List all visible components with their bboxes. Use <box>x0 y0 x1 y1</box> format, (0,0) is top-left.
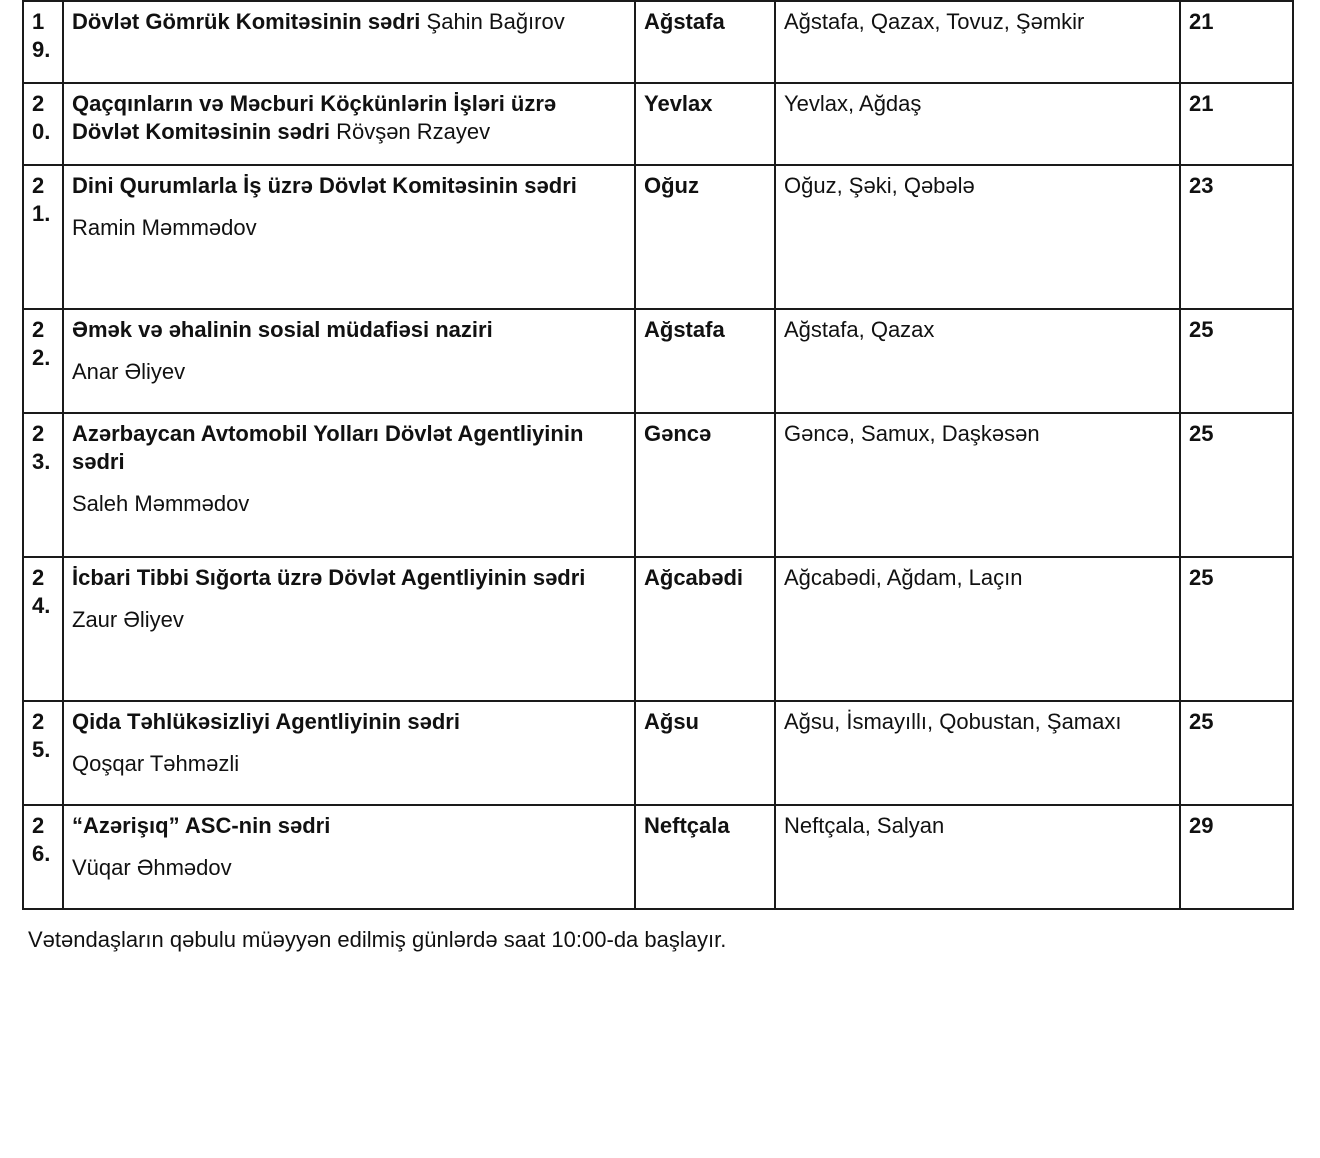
row-number: 19. <box>23 1 63 83</box>
row-number: 26. <box>23 805 63 909</box>
regions-cell: Ağstafa, Qazax, Tovuz, Şəmkir <box>775 1 1180 83</box>
regions-cell: Ağstafa, Qazax <box>775 309 1180 413</box>
city-cell: Gəncə <box>635 413 775 557</box>
position-title: Əmək və əhalinin sosial müdafiəsi naziri <box>72 317 493 342</box>
table-row <box>23 83 1293 165</box>
person-name: Anar Əliyev <box>72 359 186 385</box>
footnote-text: Vətəndaşların qəbulu müəyyən edilmiş günlərdə saat 10:00-da başlayır. <box>28 927 727 952</box>
regions-cell: Yevlax, Ağdaş <box>775 83 1180 165</box>
position-title: “Azərişıq” ASC-nin sədri <box>72 813 331 838</box>
person-name: Şahin Bağırov <box>426 9 565 34</box>
person-name: Ramin Məmmədov <box>72 215 257 241</box>
table-body <box>23 1 1293 909</box>
regions-cell: Gəncə, Samux, Daşkəsən <box>775 413 1180 557</box>
position-cell <box>63 413 635 557</box>
row-number: 23. <box>23 413 63 557</box>
position-title: İcbari Tibbi Sığorta üzrə Dövlət Agentliyinin sədri <box>72 565 586 590</box>
regions-cell: Ağcabədi, Ağdam, Laçın <box>775 557 1180 701</box>
day-cell: 25 <box>1180 309 1293 413</box>
city-cell: Neftçala <box>635 805 775 909</box>
person-name: Zaur Əliyev <box>72 607 184 633</box>
day-cell: 25 <box>1180 701 1293 805</box>
position-cell <box>63 805 635 909</box>
day-cell: 23 <box>1180 165 1293 309</box>
day-cell: 25 <box>1180 557 1293 701</box>
position-cell <box>63 701 635 805</box>
position-cell <box>63 165 635 309</box>
row-number: 22. <box>23 309 63 413</box>
day-cell: 21 <box>1180 1 1293 83</box>
day-cell: 25 <box>1180 413 1293 557</box>
table-row <box>23 1 1293 83</box>
position-cell <box>63 309 635 413</box>
table-row <box>23 165 1293 309</box>
table-row <box>23 701 1293 805</box>
row-number: 24. <box>23 557 63 701</box>
city-cell: Ağstafa <box>635 1 775 83</box>
position-title: Qaçqınların və Məcburi Köçkünlərin İşləri üzrə Dövlət Komitəsinin sədri <box>72 91 557 145</box>
position-title: Azərbaycan Avtomobil Yolları Dövlət Agentliyinin sədri <box>72 421 584 475</box>
position-cell <box>63 1 635 83</box>
day-cell: 29 <box>1180 805 1293 909</box>
position-title: Qida Təhlükəsizliyi Agentliyinin sədri <box>72 709 460 734</box>
day-cell: 21 <box>1180 83 1293 165</box>
position-cell <box>63 83 635 165</box>
city-cell: Ağsu <box>635 701 775 805</box>
reception-schedule-table <box>22 0 1294 910</box>
table-row <box>23 805 1293 909</box>
table-row <box>23 413 1293 557</box>
person-name: Saleh Məmmədov <box>72 491 250 517</box>
regions-cell: Neftçala, Salyan <box>775 805 1180 909</box>
city-cell: Oğuz <box>635 165 775 309</box>
regions-cell: Ağsu, İsmayıllı, Qobustan, Şamaxı <box>775 701 1180 805</box>
position-title: Dini Qurumlarla İş üzrə Dövlət Komitəsinin sədri <box>72 173 577 198</box>
regions-cell: Oğuz, Şəki, Qəbələ <box>775 165 1180 309</box>
person-name: Qoşqar Təhməzli <box>72 751 240 777</box>
city-cell: Ağstafa <box>635 309 775 413</box>
position-cell <box>63 557 635 701</box>
row-number: 20. <box>23 83 63 165</box>
person-name: Vüqar Əhmədov <box>72 855 232 881</box>
position-title: Dövlət Gömrük Komitəsinin sədri <box>72 9 421 34</box>
city-cell: Yevlax <box>635 83 775 165</box>
table-row <box>23 309 1293 413</box>
table-row <box>23 557 1293 701</box>
row-number: 21. <box>23 165 63 309</box>
person-name: Rövşən Rzayev <box>336 119 491 145</box>
city-cell: Ağcabədi <box>635 557 775 701</box>
row-number: 25. <box>23 701 63 805</box>
